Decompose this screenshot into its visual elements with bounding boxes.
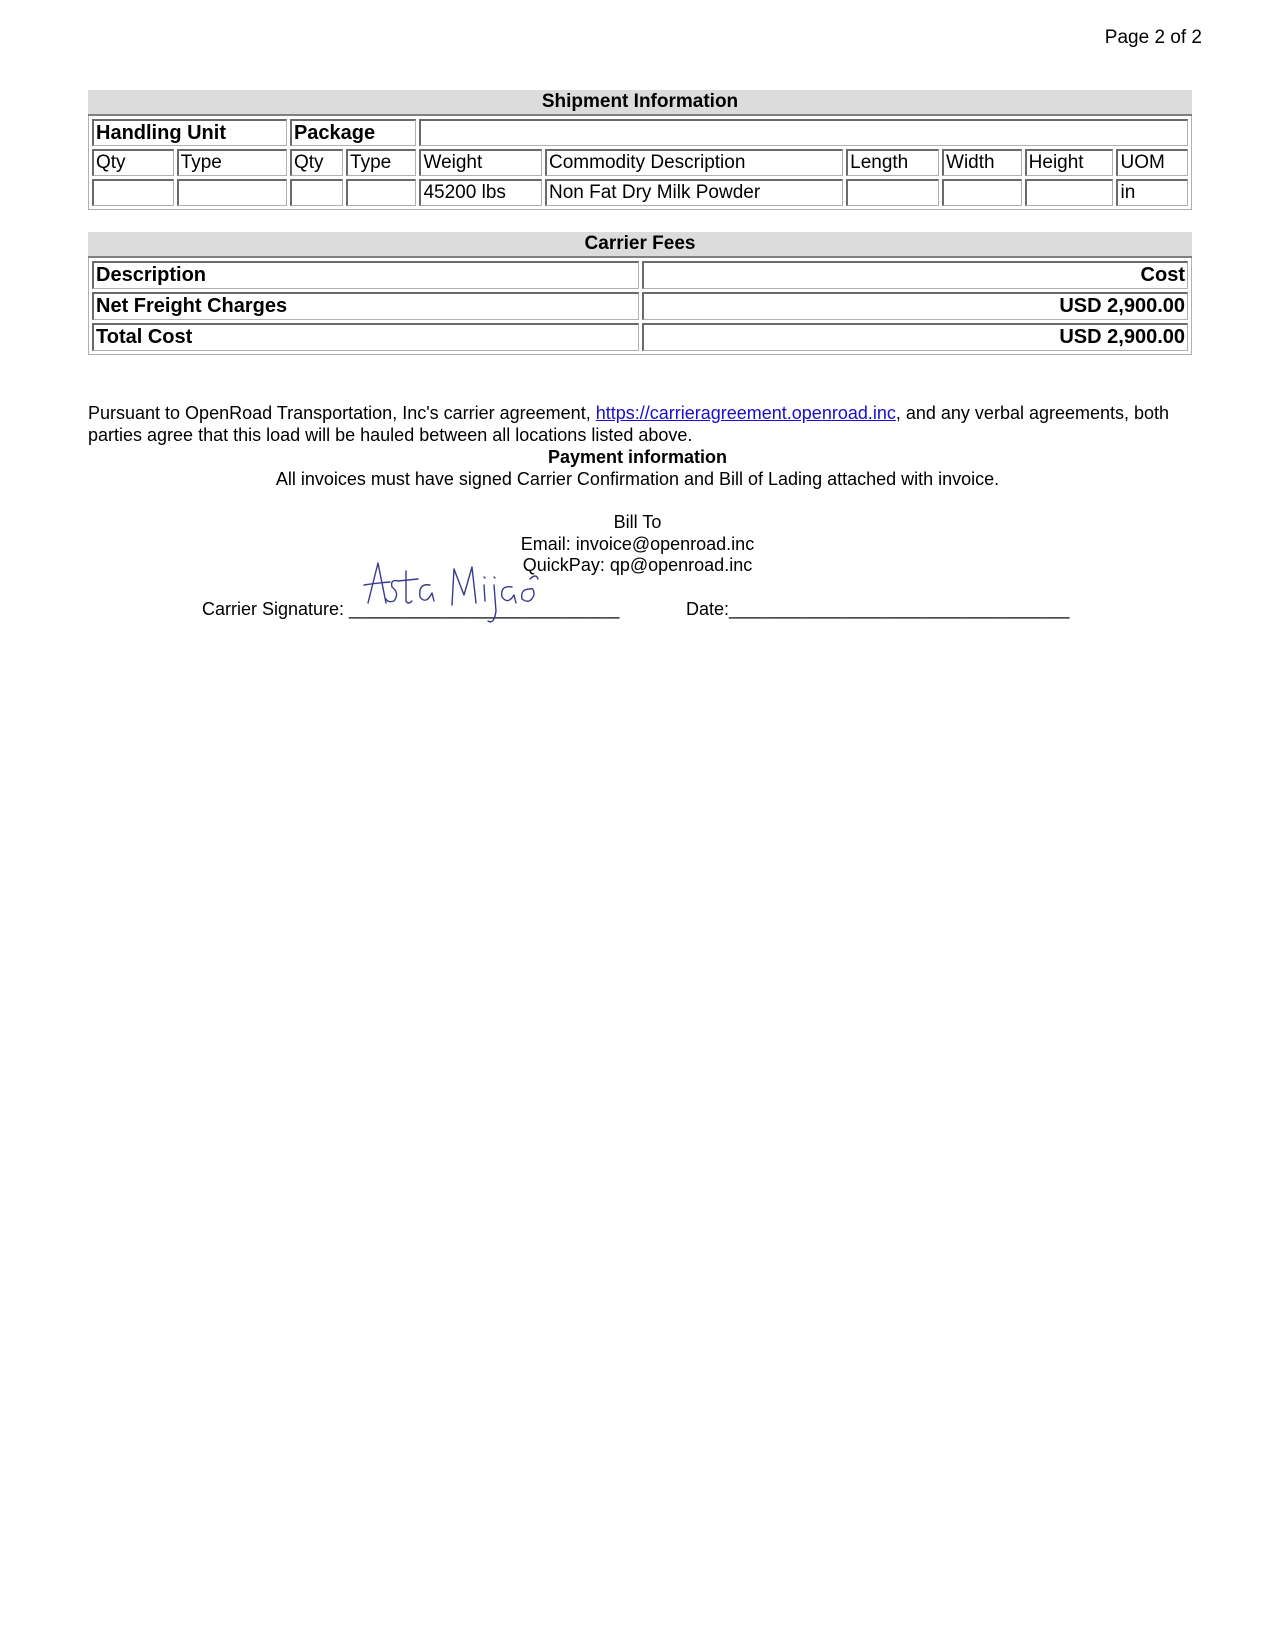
agreement-text-after: , and any verbal agreements, both parties agree that this load will be hauled between all locations listed above. <box>88 403 1170 445</box>
payment-information-title: Payment information <box>547 447 728 467</box>
shipment-column-header-row <box>92 149 1188 176</box>
table-cell <box>177 179 287 206</box>
carrier-fees-section <box>88 232 1192 355</box>
group-header-blank <box>419 119 1188 146</box>
column-header: Type <box>177 149 287 176</box>
bill-to-email: Email: invoice@openroad.inc <box>520 534 755 554</box>
shipment-table <box>88 116 1192 210</box>
table-row <box>92 323 1188 351</box>
agreement-paragraph <box>88 402 1198 446</box>
bill-to-label: Bill To <box>613 512 662 532</box>
fees-header-row <box>92 261 1188 289</box>
handling-unit-header: Handling Unit <box>92 119 287 146</box>
shipment-group-header-row <box>92 119 1188 146</box>
table-cell: 45200 lbs <box>419 179 542 206</box>
column-header: Weight <box>419 149 542 176</box>
column-header: Type <box>346 149 416 176</box>
description-header: Description <box>92 261 639 289</box>
table-cell <box>346 179 416 206</box>
fee-description: Net Freight Charges <box>92 292 639 320</box>
table-cell <box>92 179 174 206</box>
table-cell <box>846 179 939 206</box>
table-cell: Non Fat Dry Milk Powder <box>545 179 843 206</box>
cost-header: Cost <box>642 261 1189 289</box>
shipment-information-section <box>88 90 1192 210</box>
column-header: Width <box>942 149 1022 176</box>
table-cell <box>1025 179 1114 206</box>
carrier-fees-title: Carrier Fees <box>88 232 1192 258</box>
fee-cost: USD 2,900.00 <box>642 292 1189 320</box>
carrier-agreement-link[interactable]: https://carrieragreement.openroad.inc <box>595 403 896 423</box>
fee-cost: USD 2,900.00 <box>642 323 1189 351</box>
table-cell <box>942 179 1022 206</box>
handwritten-signature <box>360 555 560 630</box>
shipment-information-title: Shipment Information <box>88 90 1192 116</box>
table-row <box>92 179 1188 206</box>
column-header: Qty <box>92 149 174 176</box>
carrier-fees-table <box>88 258 1192 355</box>
column-header: Length <box>846 149 939 176</box>
date-line: Date:__________________________________ <box>686 599 1070 619</box>
carrier-signature-line: Carrier Signature: ___________________________ <box>202 599 620 619</box>
table-row <box>92 292 1188 320</box>
table-cell: in <box>1116 179 1188 206</box>
fee-description: Total Cost <box>92 323 639 351</box>
column-header: Commodity Description <box>545 149 843 176</box>
bill-to-quickpay: QuickPay: qp@openroad.inc <box>522 555 753 575</box>
column-header: UOM <box>1116 149 1188 176</box>
table-cell <box>290 179 343 206</box>
agreement-text-before: Pursuant to OpenRoad Transportation, Inc's carrier agreement, <box>88 403 596 423</box>
package-header: Package <box>290 119 417 146</box>
payment-note: All invoices must have signed Carrier Confirmation and Bill of Lading attached with invoice. <box>275 469 1000 489</box>
column-header: Qty <box>290 149 343 176</box>
page-number: Page 2 of 2 <box>1104 27 1202 48</box>
column-header: Height <box>1025 149 1114 176</box>
